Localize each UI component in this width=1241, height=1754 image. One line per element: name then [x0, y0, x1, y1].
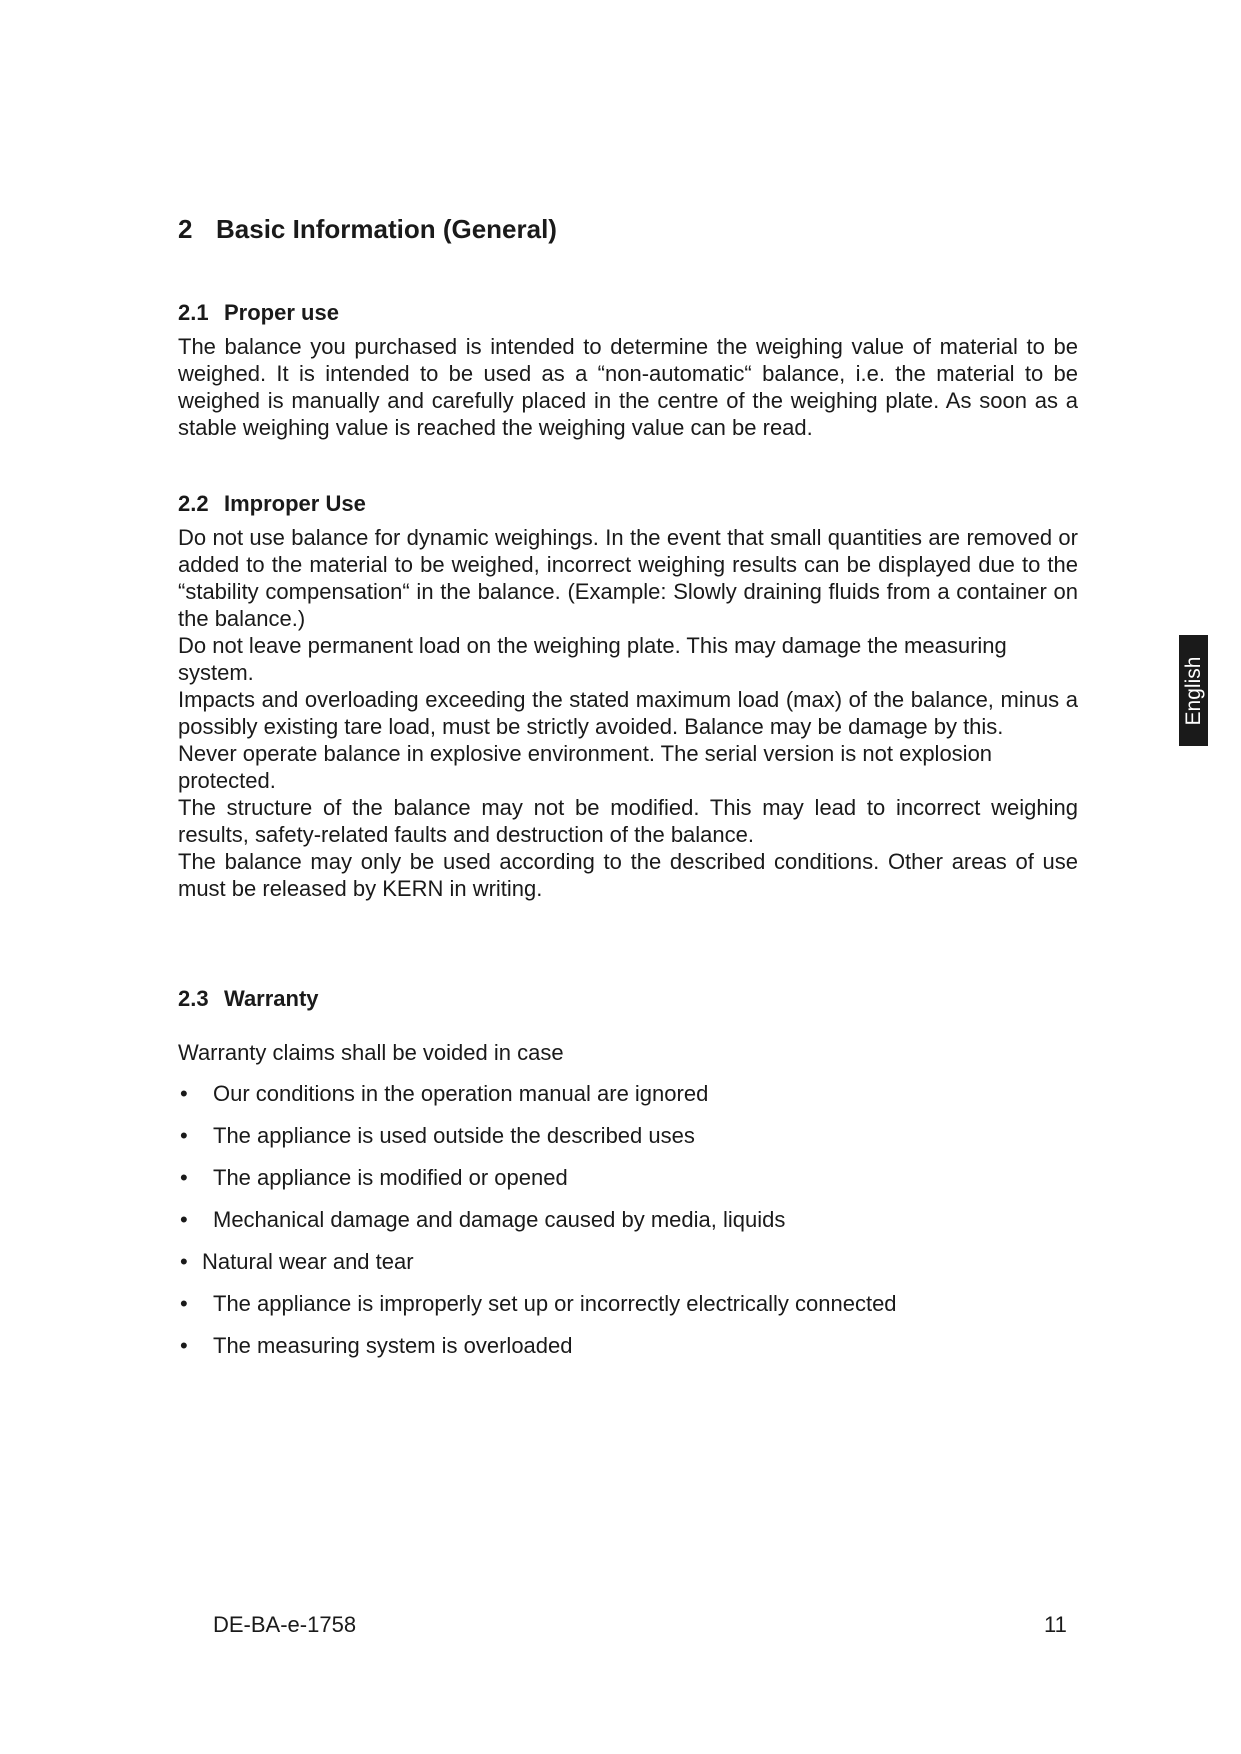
- paragraph: Impacts and overloading exceeding the stated maximum load (max) of the balance, minus a possibly existing tare load, must be strictly avoided. Balance may be damage by this.: [178, 687, 1078, 739]
- bullet-icon: •: [180, 1333, 188, 1358]
- section-proper-use: [178, 299, 1078, 441]
- paragraph: The balance may only be used according to the described conditions. Other areas of use must be released by KERN in writing.: [178, 849, 1078, 901]
- paragraph: Do not use balance for dynamic weighings. In the event that small quantities are removed or added to the material to be weighed, incorrect weighing results can be displayed due to the “stability compensation“ in the balance. (Example: Slowly draining fluids from a container on the balance.): [178, 525, 1078, 631]
- paragraph: Do not leave permanent load on the weighing plate. This may damage the measuring system.: [178, 633, 1007, 685]
- list-item-text: Our conditions in the operation manual are ignored: [213, 1081, 709, 1106]
- chapter-title: [178, 214, 557, 245]
- list-item-text: The measuring system is overloaded: [213, 1333, 573, 1358]
- language-tab: [1179, 635, 1208, 746]
- section-heading: [178, 299, 1078, 327]
- footer-page-number: 11: [1044, 1612, 1067, 1637]
- list-item: [178, 1325, 1078, 1367]
- list-item: [178, 1199, 1078, 1241]
- section-improper-use: [178, 490, 1078, 902]
- list-item-text: Natural wear and tear: [202, 1249, 414, 1274]
- bullet-icon: •: [180, 1207, 188, 1232]
- paragraph: Never operate balance in explosive environment. The serial version is not explosion protected.: [178, 741, 993, 793]
- section-title: Warranty: [224, 986, 319, 1011]
- section-title: Improper Use: [224, 491, 366, 516]
- section-number: 2.2: [178, 491, 209, 516]
- footer-doc-id: DE-BA-e-1758: [213, 1612, 357, 1637]
- section-warranty: [178, 985, 1078, 1367]
- paragraph: The balance you purchased is intended to determine the weighing value of material to be weighed. It is intended to be used as a “non-automatic“ balance, i.e. the material to be weighed is manually and carefully placed in the centre of the weighing plate. As soon as a stable weighing value is reached the weighing value can be read.: [178, 334, 1078, 440]
- section-number: 2.1: [178, 300, 209, 325]
- section-heading: [178, 490, 1078, 518]
- list-item-text: The appliance is used outside the described uses: [213, 1123, 695, 1148]
- paragraph: The structure of the balance may not be modified. This may lead to incorrect weighing results, safety-related faults and destruction of the balance.: [178, 795, 1078, 847]
- bullet-icon: •: [180, 1123, 188, 1148]
- list-item-text: Mechanical damage and damage caused by media, liquids: [213, 1207, 786, 1232]
- list-item: [178, 1115, 1078, 1157]
- list-item: [178, 1073, 1078, 1115]
- language-tab-label: English: [1181, 656, 1205, 725]
- section-heading: [178, 985, 1078, 1013]
- list-item: [178, 1283, 1078, 1325]
- bullet-icon: •: [180, 1249, 188, 1274]
- chapter-title-text: Basic Information (General): [216, 214, 557, 244]
- bullet-icon: •: [180, 1165, 188, 1190]
- bullet-icon: •: [180, 1081, 188, 1106]
- list-item: [178, 1157, 1078, 1199]
- list-item: [178, 1241, 1078, 1283]
- warranty-list: [178, 1073, 1078, 1367]
- list-item-text: The appliance is modified or opened: [213, 1165, 568, 1190]
- section-number: 2.3: [178, 986, 209, 1011]
- chapter-number: 2: [178, 214, 193, 244]
- list-item-text: The appliance is improperly set up or incorrectly electrically connected: [213, 1291, 897, 1316]
- warranty-intro: Warranty claims shall be voided in case: [178, 1040, 564, 1065]
- section-title: Proper use: [224, 300, 339, 325]
- bullet-icon: •: [180, 1291, 188, 1316]
